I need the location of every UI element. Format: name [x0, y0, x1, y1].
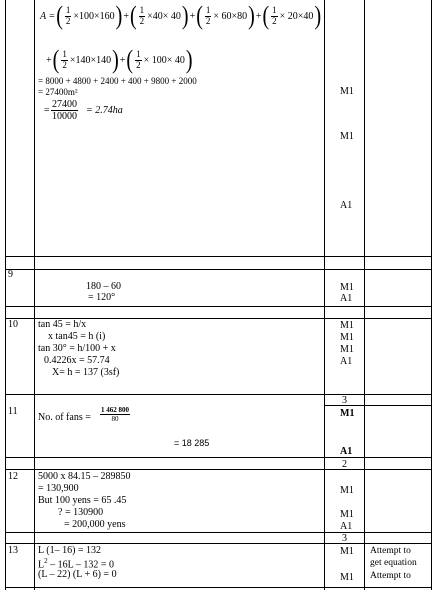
mark-m1: M1 — [340, 572, 354, 583]
fraction-half: $\frac{1}{2}$ — [65, 5, 71, 26]
mark-m1: M1 — [340, 509, 354, 520]
q12-working-line: 5000 x 84.15 – 289850 — [38, 471, 131, 482]
hectare-equals: = — [44, 105, 50, 116]
q11-result: = 18 285 — [174, 438, 210, 448]
q13-working-line: $L^2 - 16L - 132 = 0$ — [38, 557, 114, 571]
question-number: 9 — [8, 269, 13, 280]
area-formula-line-1: A = ( $\frac{1}{2}$ ×100×160 ) + ( $\frac{1}{2}$ ×40× 40 ) + ( $\frac{1}{2}$ × 60×80 ) + ( $\frac{1}{2}$ × 20×40 ) — [40, 1, 322, 31]
mark-m1: M1 — [340, 282, 354, 293]
q9-working-line: = 120° — [88, 292, 116, 303]
row-divider — [324, 543, 432, 544]
area-total-line: = 27400m² — [38, 87, 78, 97]
q10-working-line: tan 45 = h/x — [38, 319, 87, 330]
row-divider — [5, 256, 432, 257]
q12-working-line: = 130,900 — [38, 483, 79, 494]
examiner-comment: get equation — [370, 558, 417, 568]
hectare-result: = 2.74ha — [86, 105, 123, 116]
fraction-half: $\frac{1}{2}$ — [272, 5, 277, 26]
fraction-half: $\frac{1}{2}$ — [205, 5, 211, 26]
mark-m1: M1 — [340, 546, 354, 557]
q9-working-line: 180 – 60 — [86, 281, 121, 292]
mark-m1: M1 — [340, 131, 354, 142]
row-divider — [5, 394, 432, 395]
q11-label: No. of fans = — [38, 412, 91, 423]
area-sum-line: = 8000 + 4800 + 2400 + 400 + 9800 + 2000 — [38, 76, 197, 86]
examiner-comment: Attempt to — [370, 571, 411, 581]
table-border-right — [431, 0, 432, 590]
q10-working-line: 0.4226x = 57.74 — [44, 355, 110, 366]
q12-working-line: ? = 130900 — [58, 507, 104, 518]
row-divider — [5, 269, 432, 270]
question-number: 10 — [8, 319, 18, 330]
table-col-divider-3 — [364, 0, 365, 590]
question-number: 11 — [8, 406, 18, 417]
row-divider — [5, 532, 432, 533]
question-number: 12 — [8, 471, 18, 482]
row-divider — [5, 543, 325, 544]
mark-a1: A1 — [340, 293, 353, 304]
mark-m1: M1 — [340, 332, 354, 343]
area-lhs: A = — [40, 10, 56, 22]
mark-m1: M1 — [340, 344, 354, 355]
row-divider — [324, 405, 432, 406]
q10-working-line: x tan45 = h (i) — [48, 331, 106, 342]
mark-total: 3 — [342, 533, 347, 544]
mark-a1: A1 — [340, 356, 353, 367]
table-border-bottom — [5, 587, 432, 588]
mark-a1: A1 — [340, 446, 353, 457]
hectare-fraction: $\frac{27400}{10000}$ — [52, 99, 77, 122]
row-divider — [5, 457, 432, 458]
row-divider — [5, 469, 325, 470]
fraction-half: $\frac{1}{2}$ — [62, 49, 67, 70]
row-divider — [5, 306, 432, 307]
area-formula-line-2: + ( $\frac{1}{2}$ ×140×140 ) + ( $\frac{1}{2}$ × 100× 40 ) — [46, 45, 193, 75]
mark-m1: M1 — [340, 86, 354, 97]
mark-a1: A1 — [340, 521, 353, 532]
q11-fraction: $\frac{1 462 800}{80}$ — [101, 406, 129, 423]
mark-a1: A1 — [340, 200, 353, 211]
examiner-comment: Attempt to — [370, 546, 411, 556]
mark-total: 2 — [342, 459, 347, 470]
mark-m1: M1 — [340, 320, 354, 331]
q13-working-line: L (1– 16) = 132 — [38, 545, 102, 556]
mark-m1: M1 — [340, 408, 355, 419]
question-number: 13 — [8, 545, 18, 556]
q12-working-line: But 100 yens = 65 .45 — [38, 495, 127, 506]
table-col-divider-1 — [34, 0, 35, 590]
fraction-half: $\frac{1}{2}$ — [139, 5, 145, 26]
table-border-left — [5, 0, 6, 590]
mark-m1: M1 — [340, 485, 354, 496]
fraction-half: $\frac{1}{2}$ — [136, 49, 141, 70]
table-col-divider-2 — [324, 0, 325, 590]
q10-working-line: X= h = 137 (3sf) — [52, 367, 120, 378]
q12-working-line: = 200,000 yens — [64, 519, 126, 530]
mark-total: 3 — [342, 395, 347, 406]
q10-working-line: tan 30° = h/100 + x — [38, 343, 116, 354]
q13-working-line: (L – 22) (L + 6) = 0 — [38, 569, 117, 580]
row-divider — [324, 469, 432, 470]
